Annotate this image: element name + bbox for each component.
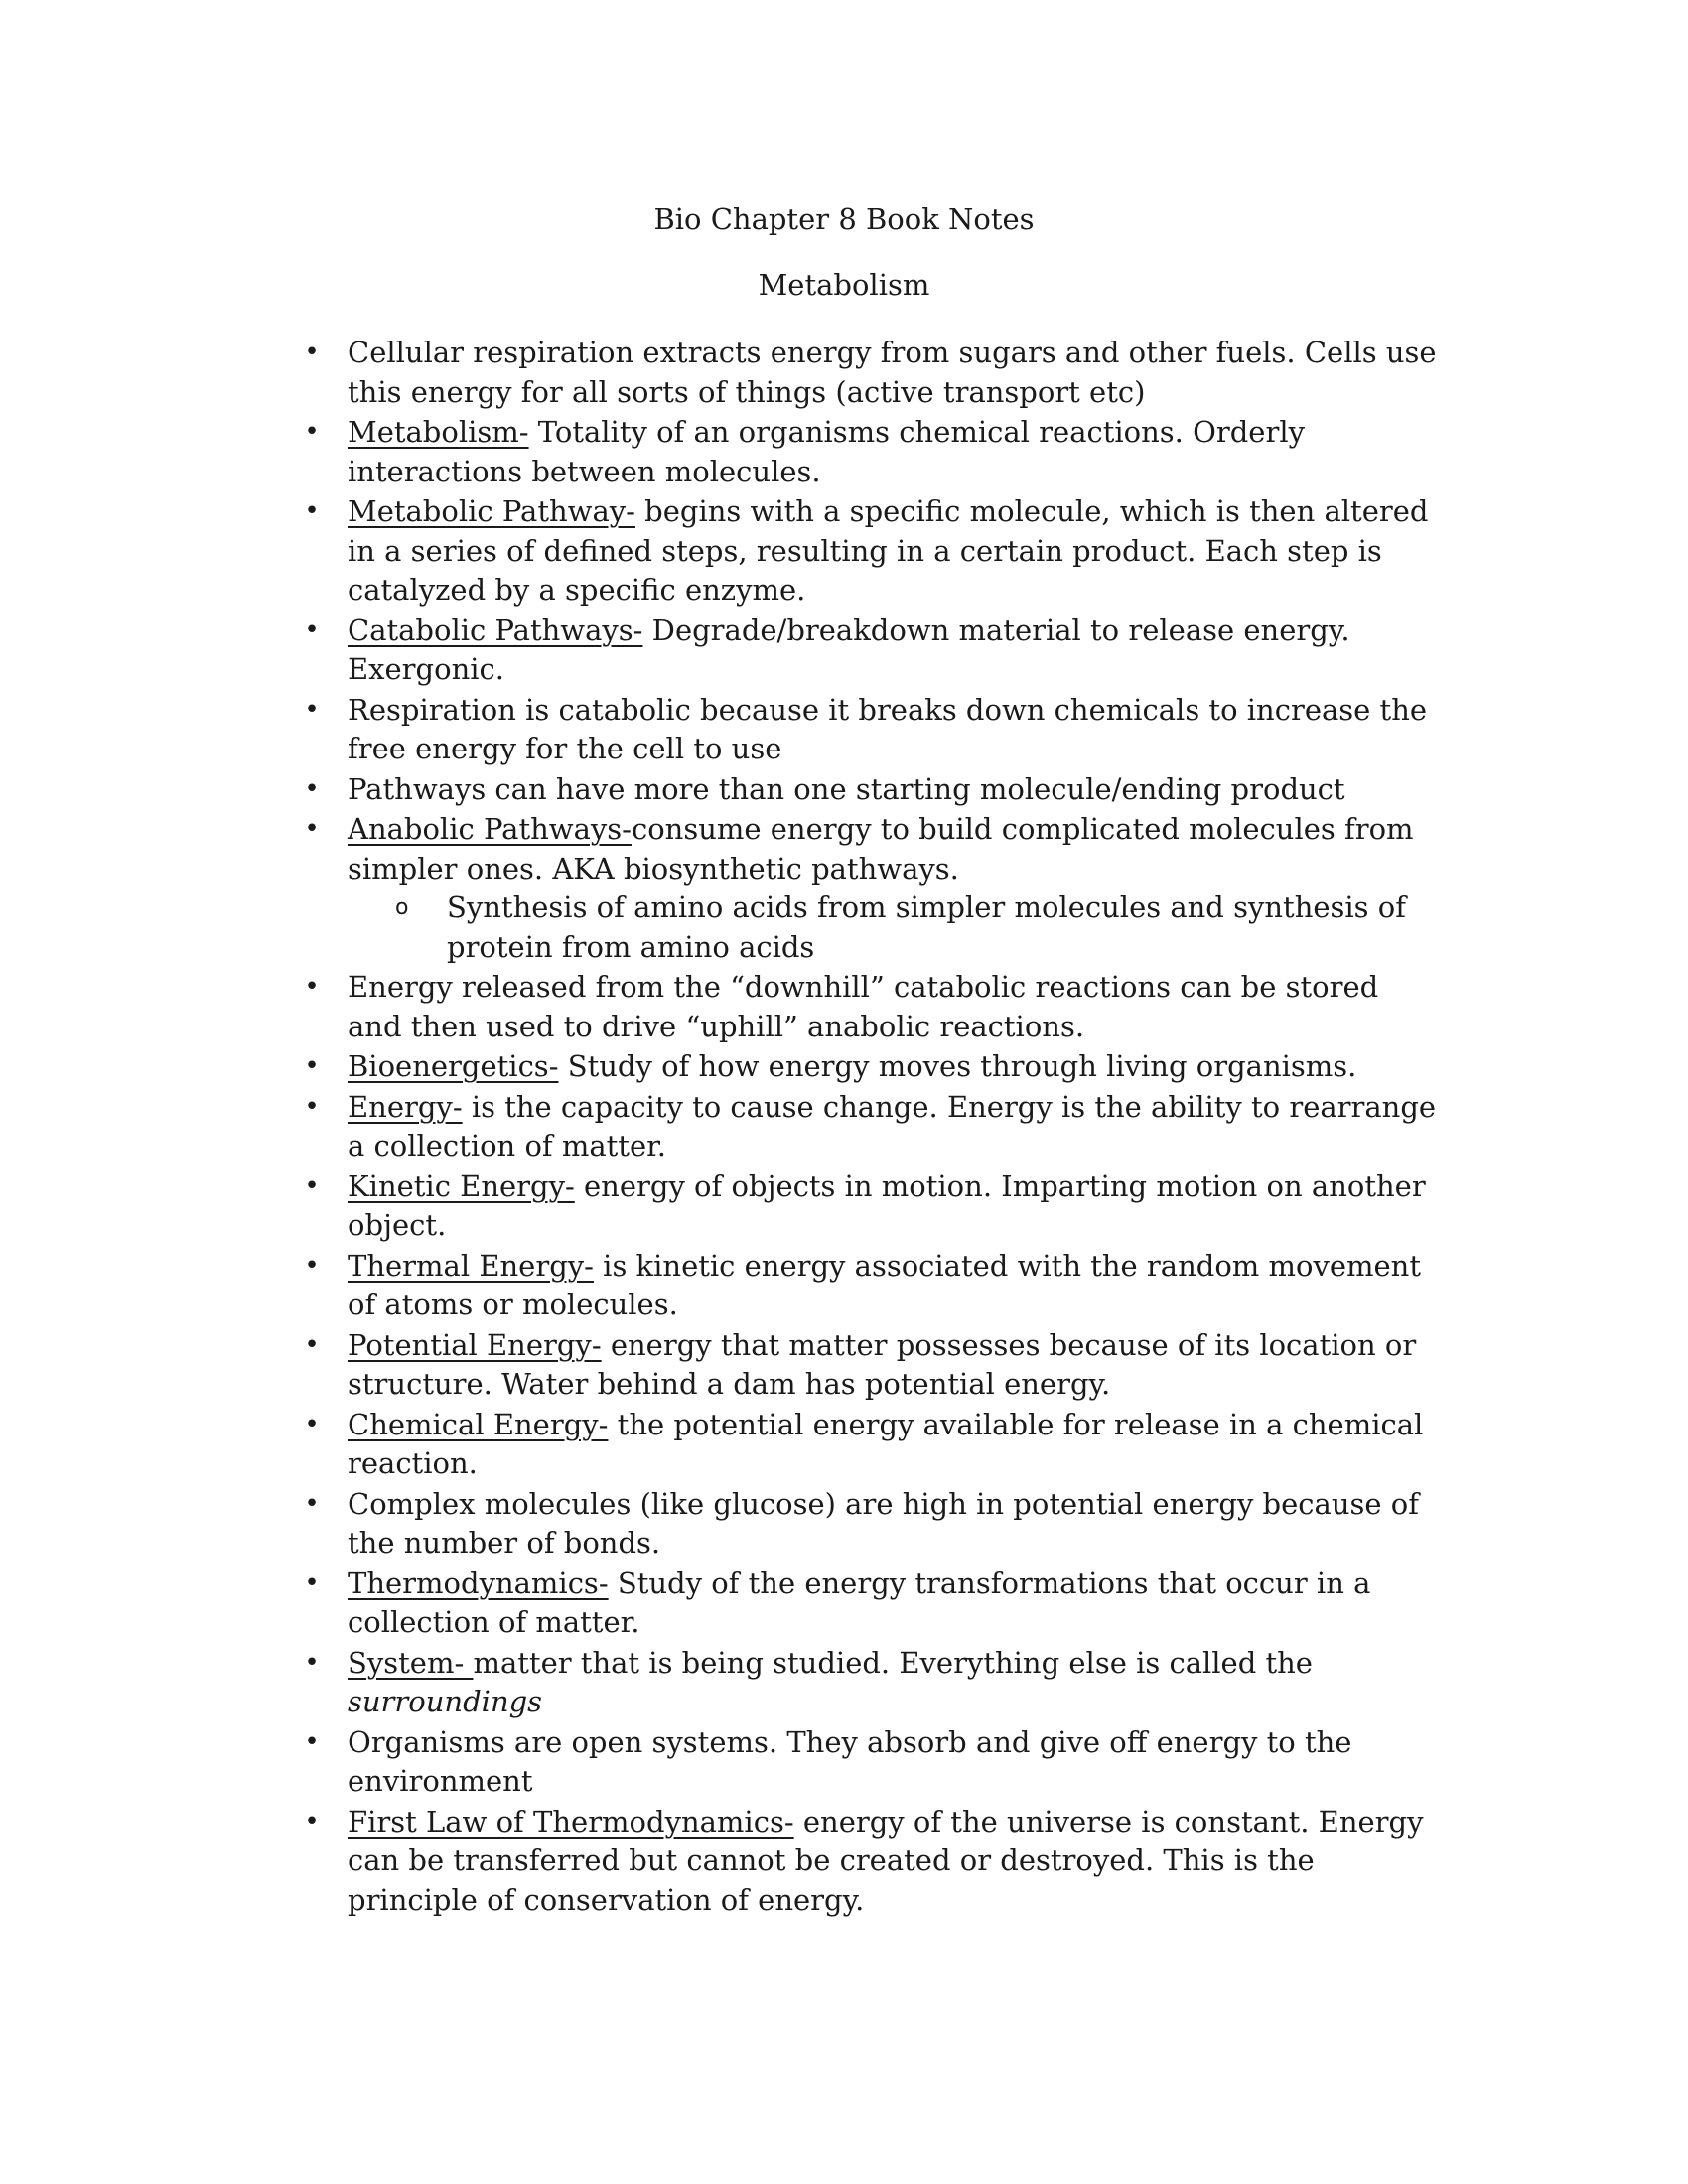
note-text: the potential energy available for release in a chemical reaction. [348,1407,1424,1480]
list-item [304,1247,1440,1325]
bullet-icon: • [304,1568,320,1598]
note-text: is the capacity to cause change. Energy is the ability to rearrange a collection of matter. [348,1089,1437,1162]
sub-list-item [395,888,1440,967]
list-item [304,1644,1440,1722]
bullet-icon: • [304,773,320,804]
note-term: Thermodynamics- [348,1566,609,1600]
note-text: Complex molecules (like glucose) are high in potential energy because of the number of bonds. [348,1486,1419,1560]
bullet-icon: • [304,1250,320,1281]
bullet-icon: • [304,1170,320,1201]
bullet-icon: • [304,496,320,526]
bullet-icon: • [304,614,320,645]
bullet-icon: • [304,1726,320,1757]
list-item [304,968,1440,1046]
note-text: energy of objects in motion. Imparting motion on another object. [348,1168,1426,1242]
list-item [304,1485,1440,1564]
note-text: Energy released from the “downhill” catabolic reactions can be stored and then used to drive “uphill” anabolic reactions. [348,970,1379,1043]
bullet-icon: • [304,1647,320,1678]
note-text: Degrade/breakdown material to release energy. Exergonic. [348,613,1350,686]
bullet-icon: • [304,1329,320,1360]
list-item [304,334,1440,412]
note-text: Organisms are open systems. They absorb and give off energy to the environment [348,1724,1352,1798]
note-text: energy of the universe is constant. Energy can be transferred but cannot be created or destroyed. This is the principle of conservation of energy. [348,1804,1424,1917]
bullet-icon: • [304,1806,320,1837]
bullet-icon: • [304,1409,320,1439]
note-term: Kinetic Energy- [348,1168,575,1203]
bullet-icon: • [304,1091,320,1122]
bullet-icon: • [304,1051,320,1081]
note-text: begins with a specific molecule, which is then altered in a series of defined steps, resulting in a certain product. Each step is catalyzed by a specific enzyme. [348,494,1429,607]
sub-note-text: Synthesis of amino acids from simpler molecules and synthesis of protein from amino acids [447,890,1406,964]
list-item [304,1088,1440,1166]
note-text: consume energy to build complicated molecules from simpler ones. AKA biosynthetic pathways. [348,812,1414,886]
note-emphasis: surroundings [348,1685,543,1718]
document-subtitle: Metabolism [758,268,930,302]
note-text: Cellular respiration extracts energy from sugars and other fuels. Cells use this energy for all sorts of things (active transport etc) [348,336,1437,409]
circle-bullet-icon: o [395,895,409,920]
note-term: System- [348,1645,474,1680]
list-item [304,1803,1440,1921]
bullet-icon: • [304,972,320,1002]
note-text: Study of the energy transformations that occur in a collection of matter. [348,1566,1371,1639]
sub-list [348,888,1440,967]
note-text: Respiration is catabolic because it breaks down chemicals to increase the free energy for the cell to use [348,692,1428,765]
list-item [304,492,1440,611]
bullet-icon: • [304,338,320,367]
note-term: Metabolic Pathway- [348,494,635,528]
note-term: Bioenergetics- [348,1049,559,1083]
list-item [304,1167,1440,1246]
note-term: Potential Energy- [348,1327,602,1362]
list-item [304,413,1440,491]
list-item [304,770,1440,810]
list-item [304,1565,1440,1643]
list-item [304,612,1440,690]
note-text: Study of how energy moves through living organisms. [558,1049,1357,1083]
list-item [304,1406,1440,1484]
note-text: Pathways can have more than one starting molecule/ending product [348,771,1345,806]
note-term: First Law of Thermodynamics- [348,1804,794,1839]
notes-list [304,334,1440,1921]
note-term: Energy- [348,1089,463,1124]
bullet-icon: • [304,694,320,725]
note-term: Anabolic Pathways- [348,812,632,846]
list-item [304,1326,1440,1405]
note-text: matter that is being studied. Everything else is called the [473,1645,1313,1680]
list-item [304,1723,1440,1802]
note-term: Chemical Energy- [348,1407,609,1441]
bullet-icon: • [304,814,320,844]
bullet-icon: • [304,1488,320,1519]
note-term: Metabolism- [348,415,529,449]
list-item [304,1047,1440,1087]
note-term: Thermal Energy- [348,1248,594,1283]
bullet-icon: • [304,417,320,447]
note-text: is kinetic energy associated with the random movement of atoms or molecules. [348,1248,1421,1321]
list-item [304,810,1440,967]
note-text: energy that matter possesses because of its location or structure. Water behind a dam has potential energy. [348,1327,1417,1401]
note-term: Catabolic Pathways- [348,613,643,647]
note-text: Totality of an organisms chemical reactions. Orderly interactions between molecules. [348,415,1305,488]
list-item [304,691,1440,769]
document-title: Bio Chapter 8 Book Notes [653,203,1035,236]
